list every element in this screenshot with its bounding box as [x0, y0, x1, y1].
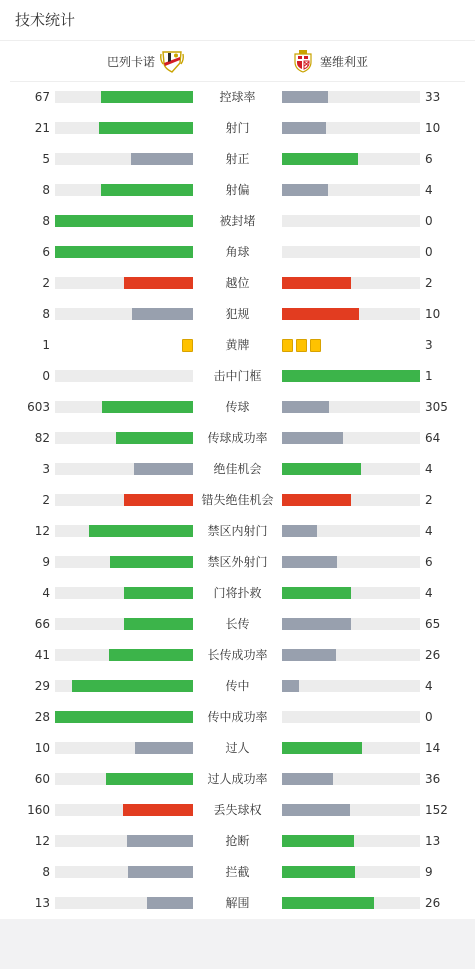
- stat-row: [0, 237, 475, 268]
- home-stat-value: 29: [34, 679, 50, 693]
- yellow-card-icon: [282, 339, 293, 352]
- away-stat-value: 33: [425, 90, 441, 104]
- home-stat-bar: [55, 742, 193, 754]
- stat-label: 犯规: [225, 307, 250, 321]
- away-stat-value: 2: [425, 276, 433, 290]
- home-yellow-cards: [182, 339, 193, 351]
- stat-row: [0, 826, 475, 857]
- stat-row: [0, 423, 475, 454]
- home-stat-value: 8: [42, 865, 50, 879]
- stat-row: [0, 609, 475, 640]
- home-stat-value: 6: [42, 245, 50, 259]
- home-stat-bar-fill: [110, 556, 193, 568]
- away-stat-bar-fill: [282, 463, 361, 475]
- home-team-name: 巴列卡诺: [106, 54, 155, 69]
- stat-row: [0, 733, 475, 764]
- away-stat-value: 10: [425, 121, 441, 135]
- away-stat-bar: [282, 618, 420, 630]
- away-stat-bar: [282, 711, 420, 723]
- home-stat-value: 82: [34, 431, 50, 445]
- away-stat-value: 1: [425, 369, 433, 383]
- home-stat-bar: [55, 153, 193, 165]
- stat-label: 角球: [225, 245, 250, 259]
- home-stat-bar: [55, 308, 193, 320]
- stat-row: [0, 857, 475, 888]
- home-stat-bar: [55, 246, 193, 258]
- away-stat-value: 26: [425, 648, 441, 662]
- home-stat-bar-fill: [55, 215, 193, 227]
- away-stat-value: 2: [425, 493, 433, 507]
- home-stat-bar-fill: [132, 308, 193, 320]
- home-stat-bar: [55, 122, 193, 134]
- away-stat-bar-fill: [282, 401, 329, 413]
- away-stat-bar: [282, 742, 420, 754]
- stat-row: [0, 113, 475, 144]
- away-stat-bar: [282, 587, 420, 599]
- stat-row: [0, 702, 475, 733]
- home-stat-bar: [55, 835, 193, 847]
- away-stat-bar-fill: [282, 680, 299, 692]
- home-stat-value: 2: [42, 276, 50, 290]
- stat-label: 解围: [225, 896, 250, 910]
- stat-row: [0, 547, 475, 578]
- away-stat-bar: [282, 91, 420, 103]
- away-stat-bar: [282, 401, 420, 413]
- stat-row: [0, 795, 475, 826]
- stat-row: [0, 206, 475, 237]
- stat-label: 丢失球权: [213, 803, 262, 817]
- home-stat-bar-fill: [124, 494, 193, 506]
- away-stat-bar: [282, 463, 420, 475]
- home-stat-value: 2: [42, 493, 50, 507]
- home-stat-value: 160: [27, 803, 50, 817]
- away-stat-bar-fill: [282, 835, 354, 847]
- stat-label: 错失绝佳机会: [201, 493, 274, 507]
- stat-row: [0, 330, 475, 361]
- home-stat-bar: [55, 91, 193, 103]
- stat-label: 传中成功率: [207, 710, 268, 724]
- stat-label: 过人: [225, 741, 250, 755]
- away-stat-bar-fill: [282, 897, 374, 909]
- home-stat-bar-fill: [101, 91, 193, 103]
- stat-label: 射偏: [225, 183, 250, 197]
- away-stat-value: 4: [425, 183, 433, 197]
- away-stat-bar-fill: [282, 525, 317, 537]
- home-stat-bar: [55, 897, 193, 909]
- away-stat-bar: [282, 122, 420, 134]
- stat-row: [0, 516, 475, 547]
- home-stat-bar: [55, 556, 193, 568]
- away-stat-bar: [282, 649, 420, 661]
- home-stat-bar: [55, 866, 193, 878]
- stat-row: [0, 268, 475, 299]
- away-stat-value: 3: [425, 338, 433, 352]
- stat-row: [0, 175, 475, 206]
- home-stat-bar: [55, 711, 193, 723]
- home-stat-bar-fill: [123, 804, 193, 816]
- stat-label: 过人成功率: [207, 772, 268, 786]
- away-stat-value: 0: [425, 245, 433, 259]
- away-stat-bar: [282, 308, 420, 320]
- home-stat-bar-fill: [135, 742, 193, 754]
- away-stat-bar-fill: [282, 649, 336, 661]
- home-stat-bar: [55, 680, 193, 692]
- home-stat-bar-fill: [106, 773, 193, 785]
- home-stat-value: 8: [42, 183, 50, 197]
- home-stat-value: 603: [27, 400, 50, 414]
- home-stat-value: 8: [42, 307, 50, 321]
- away-stat-bar-fill: [282, 91, 328, 103]
- away-stat-bar: [282, 215, 420, 227]
- home-stat-bar: [55, 804, 193, 816]
- away-stat-bar: [282, 246, 420, 258]
- home-stat-bar-fill: [124, 587, 193, 599]
- stat-label: 门将扑救: [213, 586, 262, 600]
- home-team[interactable]: [107, 41, 185, 81]
- stat-label: 击中门框: [213, 369, 262, 383]
- home-stat-value: 5: [42, 152, 50, 166]
- stat-row: [0, 640, 475, 671]
- away-stat-value: 13: [425, 834, 441, 848]
- home-stat-value: 12: [34, 834, 50, 848]
- away-stat-bar-fill: [282, 773, 333, 785]
- stat-row: [0, 82, 475, 113]
- away-stat-bar: [282, 897, 420, 909]
- away-stat-value: 152: [425, 803, 448, 817]
- away-stat-bar-fill: [282, 277, 351, 289]
- home-stat-bar: [55, 215, 193, 227]
- home-stat-bar-fill: [102, 401, 193, 413]
- home-stat-value: 66: [34, 617, 50, 631]
- stat-label: 抢断: [225, 834, 250, 848]
- home-stat-value: 0: [42, 369, 50, 383]
- away-stat-bar-fill: [282, 556, 337, 568]
- away-stat-bar: [282, 773, 420, 785]
- away-stat-bar-fill: [282, 866, 355, 878]
- away-stat-bar-fill: [282, 184, 328, 196]
- home-stat-bar-fill: [99, 122, 193, 134]
- home-stat-bar: [55, 587, 193, 599]
- home-stat-bar: [55, 494, 193, 506]
- away-stat-bar: [282, 804, 420, 816]
- away-stat-bar: [282, 680, 420, 692]
- stat-row: [0, 764, 475, 795]
- away-stat-value: 36: [425, 772, 441, 786]
- stat-label: 长传成功率: [207, 648, 268, 662]
- away-stat-bar-fill: [282, 153, 358, 165]
- home-stat-bar: [55, 432, 193, 444]
- stat-row: [0, 361, 475, 392]
- stat-label: 绝佳机会: [213, 462, 262, 476]
- home-stat-bar-fill: [131, 153, 193, 165]
- stat-label: 射正: [225, 152, 250, 166]
- yellow-card-icon: [310, 339, 321, 352]
- home-stat-value: 4: [42, 586, 50, 600]
- away-stat-bar: [282, 494, 420, 506]
- away-stat-value: 4: [425, 586, 433, 600]
- stat-row: [0, 299, 475, 330]
- away-stat-bar: [282, 184, 420, 196]
- away-stat-value: 305: [425, 400, 448, 414]
- home-stat-bar-fill: [109, 649, 193, 661]
- away-stat-bar-fill: [282, 618, 351, 630]
- stat-label: 禁区外射门: [207, 555, 268, 569]
- home-stat-value: 8: [42, 214, 50, 228]
- home-stat-bar-fill: [134, 463, 193, 475]
- away-stat-value: 14: [425, 741, 441, 755]
- stat-label: 传球成功率: [207, 431, 268, 445]
- away-stat-value: 6: [425, 555, 433, 569]
- stat-label: 传球: [225, 400, 250, 414]
- home-stat-value: 12: [34, 524, 50, 538]
- away-stat-value: 0: [425, 214, 433, 228]
- sevilla-crest-icon: [290, 48, 316, 74]
- home-stat-bar-fill: [55, 246, 193, 258]
- away-stat-value: 4: [425, 679, 433, 693]
- away-stat-bar: [282, 277, 420, 289]
- away-stat-value: 6: [425, 152, 433, 166]
- away-stat-value: 9: [425, 865, 433, 879]
- stat-row: [0, 144, 475, 175]
- home-stat-value: 1: [42, 338, 50, 352]
- stat-label: 被封堵: [219, 214, 256, 228]
- home-stat-bar: [55, 401, 193, 413]
- home-stat-value: 60: [34, 772, 50, 786]
- home-stat-value: 3: [42, 462, 50, 476]
- home-stat-bar-fill: [124, 618, 193, 630]
- stat-row: [0, 671, 475, 702]
- yellow-card-icon: [182, 339, 193, 352]
- away-team[interactable]: [290, 41, 368, 81]
- home-stat-value: 28: [34, 710, 50, 724]
- home-stat-bar-fill: [101, 184, 193, 196]
- stat-label: 黄牌: [225, 338, 250, 352]
- home-stat-value: 13: [34, 896, 50, 910]
- home-stat-bar-fill: [116, 432, 193, 444]
- away-stat-bar: [282, 556, 420, 568]
- away-stat-bar-fill: [282, 804, 350, 816]
- page-title: 技术统计: [0, 0, 475, 41]
- stat-label: 传中: [225, 679, 250, 693]
- away-stat-bar: [282, 835, 420, 847]
- stat-row: [0, 578, 475, 609]
- home-stat-value: 10: [34, 741, 50, 755]
- home-stat-value: 9: [42, 555, 50, 569]
- home-stat-value: 21: [34, 121, 50, 135]
- away-stat-bar: [282, 432, 420, 444]
- away-stat-bar-fill: [282, 742, 362, 754]
- home-stat-bar-fill: [128, 866, 193, 878]
- stat-label: 禁区内射门: [207, 524, 268, 538]
- away-stat-value: 4: [425, 524, 433, 538]
- away-stat-bar-fill: [282, 370, 420, 382]
- away-team-name: 塞维利亚: [320, 54, 369, 69]
- home-stat-bar: [55, 773, 193, 785]
- away-yellow-cards: [282, 339, 321, 351]
- away-stat-bar-fill: [282, 494, 351, 506]
- away-stat-value: 26: [425, 896, 441, 910]
- stat-row: [0, 454, 475, 485]
- home-stat-bar: [55, 525, 193, 537]
- home-stat-bar: [55, 184, 193, 196]
- stats-list: [0, 82, 475, 919]
- rayo-vallecano-crest-icon: [159, 48, 185, 74]
- away-stat-value: 65: [425, 617, 441, 631]
- away-stat-bar-fill: [282, 308, 359, 320]
- home-stat-bar: [55, 277, 193, 289]
- home-stat-bar: [55, 463, 193, 475]
- stat-label: 长传: [225, 617, 250, 631]
- home-stat-bar: [55, 370, 193, 382]
- away-stat-bar-fill: [282, 122, 326, 134]
- home-stat-value: 41: [34, 648, 50, 662]
- stat-label: 拦截: [225, 865, 250, 879]
- away-stat-bar: [282, 153, 420, 165]
- stat-row: [0, 392, 475, 423]
- away-stat-value: 4: [425, 462, 433, 476]
- away-stat-bar: [282, 866, 420, 878]
- away-stat-bar-fill: [282, 587, 351, 599]
- home-stat-bar-fill: [147, 897, 193, 909]
- home-stat-bar: [55, 618, 193, 630]
- yellow-card-icon: [296, 339, 307, 352]
- home-stat-bar-fill: [72, 680, 193, 692]
- away-stat-value: 0: [425, 710, 433, 724]
- stat-label: 越位: [225, 276, 250, 290]
- away-stat-value: 64: [425, 431, 441, 445]
- stat-label: 控球率: [219, 90, 256, 104]
- stat-label: 射门: [225, 121, 250, 135]
- home-stat-bar-fill: [127, 835, 193, 847]
- home-stat-bar-fill: [55, 711, 193, 723]
- stat-row: [0, 485, 475, 516]
- home-stat-value: 67: [34, 90, 50, 104]
- away-stat-value: 10: [425, 307, 441, 321]
- away-stat-bar: [282, 525, 420, 537]
- away-stat-bar-fill: [282, 432, 343, 444]
- home-stat-bar-fill: [124, 277, 193, 289]
- away-stat-bar: [282, 370, 420, 382]
- stat-row: [0, 888, 475, 919]
- home-stat-bar: [55, 649, 193, 661]
- home-stat-bar-fill: [89, 525, 193, 537]
- teams-header: [10, 41, 465, 82]
